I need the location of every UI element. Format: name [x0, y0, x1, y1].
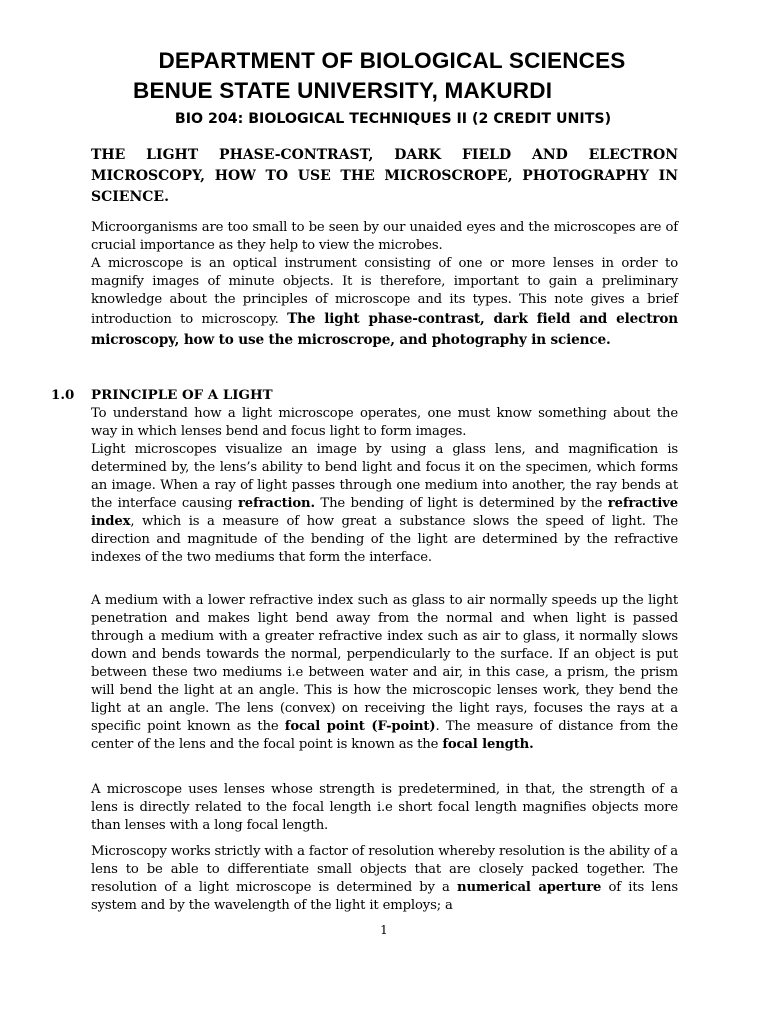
- document-title: THE LIGHT PHASE-CONTRAST, DARK FIELD AND ELECTRON MICROSCOPY, HOW TO USE THE MICROSCROPE, PHOTOGRAPHY IN SCIENCE.: [91, 147, 678, 205]
- paragraph: A microscope uses lenses whose strength is predetermined, in that, the strength of a lens is directly related to the focal length i.e short focal length magnifies objects more than lenses with a long focal length.: [91, 782, 678, 833]
- university-heading: BENUE STATE UNIVERSITY, MAKURDI: [133, 78, 553, 103]
- section-title: PRINCIPLE OF A LIGHT: [91, 387, 273, 403]
- intro-text: A microscope is an optical instrument consisting of one or more lenses in order to magnify images of minute objects. It is therefore, important to gain a preliminary knowledge about the principles of microscope and its types. This note gives a brief introduction to microscopy.: [91, 256, 678, 327]
- paragraph: To understand how a light microscope operates, one must know something about the way in which lenses bend and focus light to form images.: [91, 406, 678, 439]
- term-numerical-aperture: numerical aperture: [457, 880, 602, 895]
- paragraph-text: of its lens system and by the wavelength of the light it employs; a: [91, 880, 678, 913]
- term-focal-length: focal length.: [442, 737, 534, 752]
- intro-paragraph-1: Microorganisms are too small to be seen by our unaided eyes and the microscopes are of crucial importance as they help to view the microbes.: [91, 220, 678, 253]
- paragraph-text: , which is a measure of how great a substance slows the speed of light. The direction and magnitude of the bending of the light are determined by the refractive indexes of the two mediums that form the interface.: [91, 514, 678, 565]
- paragraph-text: The bending of light is determined by the: [314, 496, 608, 511]
- term-refractive-index: refractive index: [91, 496, 678, 529]
- section-number: 1.0: [51, 387, 75, 403]
- intro-section: [91, 219, 678, 351]
- intro-bold-text: The light phase-contrast, dark field and electron microscopy, how to use the microscrope, and photography in science.: [91, 311, 678, 348]
- paragraph-text: Microscopy works strictly with a factor of resolution whereby resolution is the ability of a lens to be able to differentiate small objects that are closely packed together. The resolution of a light microscope is determined by a: [91, 844, 678, 895]
- paragraph: [91, 441, 678, 567]
- paragraph-text: A medium with a lower refractive index such as glass to air normally speeds up the light penetration and makes light bend away from the normal and when light is passed through a medium with a greater refractive index such as air to glass, it normally slows down and bends towards the normal, perpendicularly to the surface. If an object is put between these two mediums i.e between water and air, in this case, a prism, the prism will bend the light at an angle. This is how the microscopic lenses work, they bend the light at an angle. The lens (convex) on receiving the light rays, focuses the rays at a specific point known as the: [91, 593, 678, 734]
- term-focal-point: focal point (F-point): [284, 719, 436, 734]
- course-heading: BIO 204: BIOLOGICAL TECHNIQUES II (2 CREDIT UNITS): [174, 111, 612, 127]
- page-number: 1: [380, 923, 388, 937]
- paragraph: [91, 843, 678, 915]
- term-refraction: refraction.: [237, 496, 315, 511]
- department-heading: DEPARTMENT OF BIOLOGICAL SCIENCES: [158, 48, 626, 73]
- intro-paragraph-2: [91, 255, 678, 351]
- paragraph: [91, 592, 678, 754]
- paragraph-text: . The measure of distance from the center of the lens and the focal point is known as the: [91, 719, 678, 752]
- paragraph-text: Light microscopes visualize an image by using a glass lens, and magnification is determined by, the lens’s ability to bend light and focus it on the specimen, which forms an image. When a ray of light passes through one medium into another, the ray bends at the interface causing: [91, 442, 678, 511]
